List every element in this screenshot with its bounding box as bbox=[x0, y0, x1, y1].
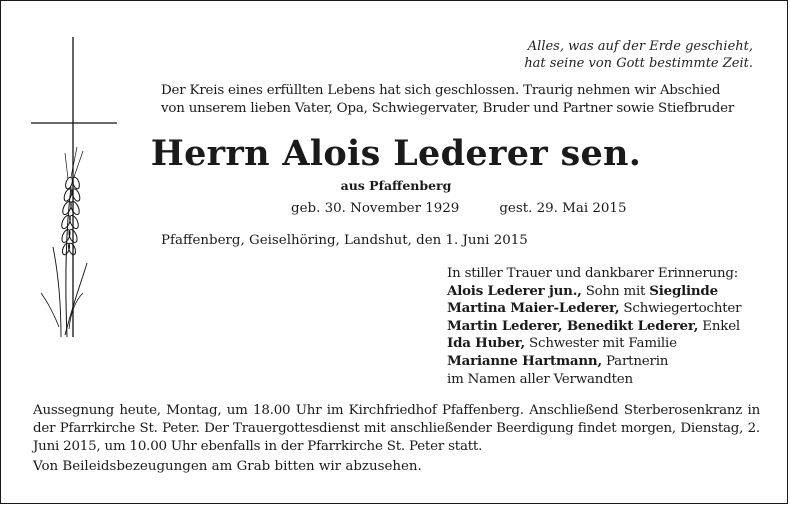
motto-quote bbox=[524, 38, 753, 72]
place-and-date: Pfaffenberg, Geiselhöring, Landshut, den 1. Juni 2015 bbox=[161, 233, 528, 248]
intro-line-2: von unserem lieben Vater, Opa, Schwiegervater, Bruder und Partner sowie Stiefbruder bbox=[161, 101, 735, 116]
intro-text bbox=[161, 82, 761, 118]
mourners-list bbox=[447, 265, 741, 388]
mourner-row: Marianne Hartmann, Partnerin bbox=[447, 352, 669, 369]
mourner-row: Martin Lederer, Benedikt Lederer, Enkel bbox=[447, 317, 741, 334]
mourner-row: Alois Lederer jun., Sohn mit Sieglinde bbox=[447, 282, 718, 299]
motto-line-1: Alles, was auf der Erde geschieht, bbox=[527, 39, 753, 54]
mourner-row: Martina Maier-Lederer, Schwiegertochter bbox=[447, 300, 742, 317]
mourner-row: Ida Huber, Schwester mit Familie bbox=[447, 335, 677, 352]
motto-line-2: hat seine von Gott bestimmte Zeit. bbox=[524, 56, 753, 71]
life-dates bbox=[291, 200, 626, 218]
service-details: Aussegnung heute, Montag, um 18.00 Uhr im Kirchfriedhof Pfaffenberg. Anschließend Sterberosenkranz in der Pfarrkirche St. Peter. Der Trauergottesdienst mit anschließender Beerdigung findet morgen, Dienstag, 2. Juni 2015, um 10.00 Uhr ebenfalls in der Pfarrkirche St. Peter statt. bbox=[33, 403, 760, 454]
birth-date: geb. 30. November 1929 bbox=[291, 201, 460, 216]
closing-note: Von Beileidsbezeugungen am Grab bitten wir abzusehen. bbox=[33, 459, 422, 474]
mourners-intro: In stiller Trauer und dankbarer Erinnerung: bbox=[447, 266, 739, 281]
death-date: gest. 29. Mai 2015 bbox=[499, 201, 627, 216]
deceased-name: Herrn Alois Lederer sen. bbox=[150, 133, 642, 174]
mourners-closing: im Namen aller Verwandten bbox=[447, 371, 633, 387]
deceased-origin: aus Pfaffenberg bbox=[340, 178, 452, 193]
intro-line-1: Der Kreis eines erfüllten Lebens hat sich geschlossen. Traurig nehmen wir Abschied bbox=[161, 83, 721, 98]
